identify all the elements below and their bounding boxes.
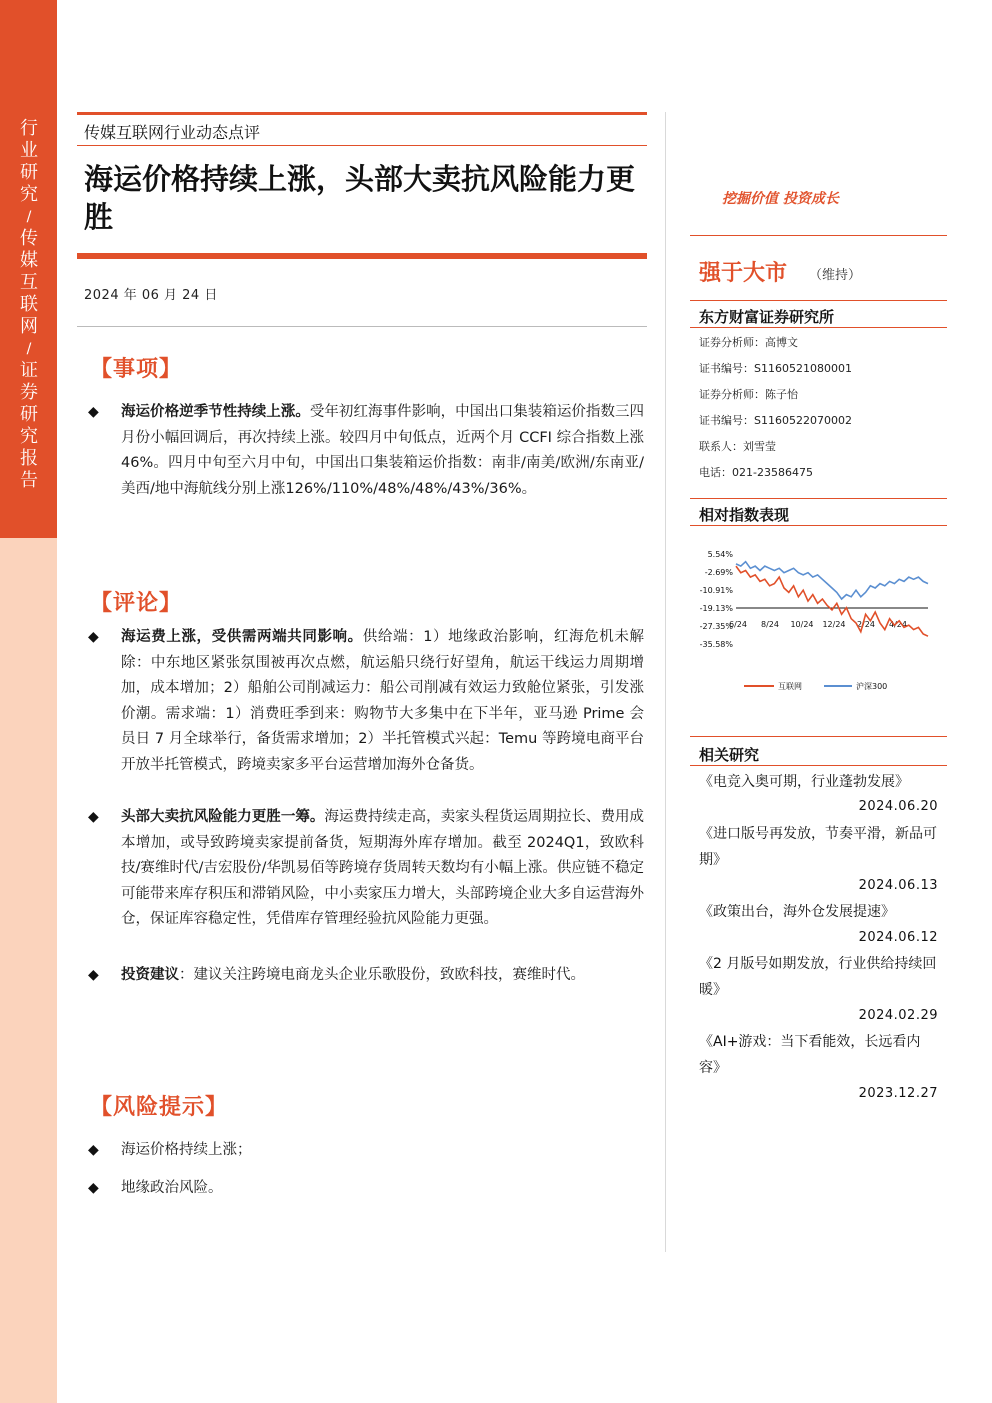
- related-report-date: 2024.06.12: [858, 930, 938, 945]
- bullet-body: ：建议关注跨境电商龙头企业乐歌股份，致欧科技，赛维时代。: [179, 967, 585, 983]
- institute-heading: 东方财富证券研究所: [699, 308, 835, 326]
- bullet-body: 海运费持续走高，卖家头程货运周期拉长、费用成本增加，或导致跨境卖家提前备货，短期海外库存增加。截至 2024Q1，致欧科技/赛维时代/吉宏股份/华凯易佰等跨境存货周转天数均有小幅上涨。供应链不稳定可能带来库存积压和滞销风险，中小卖家压力增大，头部跨境企业大多自运营海外仓，保证库容稳定性，凭借库存管理经验抗风险能力更强。: [121, 809, 645, 927]
- bullet-lead: 投资建议: [121, 967, 179, 983]
- analyst-line: 电话：021-23586475: [699, 466, 813, 479]
- bullet-body: 受年初红海事件影响，中国出口集装箱运价指数三四月份小幅回调后，再次持续上涨。较四月中旬低点，近两个月 CCFI 综合指数上涨 46%。四月中旬至六月中旬，中国出口集装箱运价指数：南非/南美/欧洲/东南亚/美西/地中海航线分别上涨126%/110%/48%/48%/43%/36%。: [121, 404, 645, 497]
- rating: 强于大市: [699, 261, 788, 286]
- x-tick-label: 12/24: [822, 619, 846, 629]
- related-report-date: 2024.02.29: [858, 1008, 938, 1023]
- section-heading-matters: 【事项】: [90, 357, 183, 382]
- legend-label-internet: 互联网: [778, 682, 802, 691]
- band-segment-1: 行业研究: [20, 118, 38, 205]
- y-tick-label: -19.13%: [699, 603, 733, 613]
- section-heading-risks: 【风险提示】: [90, 1095, 229, 1120]
- band-segment-2: 传媒互联网: [20, 228, 38, 337]
- chart-heading-rule: [690, 525, 947, 526]
- diamond-bullet-icon: ◆: [88, 809, 99, 825]
- report-date: 2024 年 06 月 24 日: [84, 288, 218, 303]
- x-tick-label: 10/24: [790, 619, 814, 629]
- x-tick-label: 6/24: [729, 619, 747, 629]
- band-segment-3: 证券研究报告: [20, 360, 38, 491]
- diamond-bullet-icon: ◆: [88, 629, 99, 645]
- header-rule-thin: [77, 145, 647, 146]
- sidebar-rule: [690, 498, 947, 499]
- bullet-lead: 海运价格逆季节性持续上涨。: [121, 404, 310, 420]
- bullet-body: 供给端：1）地缘政治影响，红海危机未解除：中东地区紧张氛围被再次点燃，航运船只绕行好望角，航运干线运力周期增加，成本增加；2）船舶公司削减运力：船公司削减有效运力致舱位紧张，引发涨价潮。需求端：1）消费旺季到来：购物节大多集中在下半年，亚马逊 Prime 会员日 7 月全球举行，备货需求增加；2）半托管模式兴起：Temu 等跨境电商平台开放半托管模式，跨境卖家多平台运营增加海外仓备货。: [121, 629, 644, 773]
- matters-bullet-1: [88, 400, 644, 502]
- band-separator-1: /: [26, 209, 32, 225]
- legend-label-hs300: 沪深300: [856, 682, 888, 691]
- relative-index-chart: [690, 540, 940, 700]
- bullet-lead: 头部大卖抗风险能力更胜一筹。: [121, 809, 325, 825]
- diamond-bullet-icon: ◆: [88, 1180, 99, 1196]
- header-rule-thick: [77, 253, 647, 259]
- x-tick-label: 8/24: [761, 619, 779, 629]
- band-separator-2: /: [26, 341, 32, 357]
- page-title: 海运价格持续上涨，头部大卖抗风险能力更胜: [84, 162, 636, 234]
- related-heading: 相关研究: [699, 746, 760, 764]
- section-heading-comments: 【评论】: [90, 591, 183, 616]
- sidebar-rule: [690, 235, 947, 236]
- chart-heading: 相对指数表现: [699, 506, 790, 524]
- comments-bullet-2: [88, 805, 644, 933]
- analyst-line: 联系人：刘雪莹: [699, 440, 776, 453]
- related-report-title[interactable]: 《2 月版号如期发放，行业供给持续回暖》: [699, 956, 937, 998]
- date-rule: [77, 326, 647, 327]
- bullet-body: 海运价格持续上涨；: [121, 1142, 252, 1158]
- report-type: 传媒互联网行业动态点评: [84, 123, 261, 142]
- analyst-line: 证券分析师：陈子怡: [699, 388, 798, 401]
- diamond-bullet-icon: ◆: [88, 967, 99, 983]
- analyst-line: 证书编号：S1160521080001: [699, 362, 852, 375]
- bullet-lead: 海运费上涨，受供需两端共同影响。: [121, 629, 363, 645]
- institute-rule: [690, 327, 947, 328]
- comments-bullet-3: [88, 963, 644, 989]
- y-tick-label: -27.35%: [699, 621, 733, 631]
- side-band-label: [13, 118, 45, 492]
- y-tick-label: -2.69%: [704, 568, 733, 578]
- sidebar-rule: [690, 736, 947, 737]
- related-report-title[interactable]: 《电竞入奥可期，行业蓬勃发展》: [699, 774, 909, 790]
- risks-bullet-1: [88, 1138, 644, 1164]
- risks-bullet-2: [88, 1176, 644, 1202]
- slogan: 挖掘价值 投资成长: [722, 191, 839, 207]
- related-report-title[interactable]: 《政策出台，海外仓发展提速》: [699, 904, 895, 920]
- diamond-bullet-icon: ◆: [88, 1142, 99, 1158]
- related-report-date: 2023.12.27: [858, 1086, 938, 1101]
- column-divider: [665, 112, 666, 1252]
- y-tick-label: -10.91%: [699, 586, 733, 596]
- x-tick-label: 2/24: [857, 619, 875, 629]
- comments-bullet-1: [88, 625, 644, 778]
- header-rule-top: [77, 112, 647, 115]
- related-report-title[interactable]: 《进口版号再发放，节奏平滑，新品可期》: [699, 826, 937, 868]
- related-report-title[interactable]: 《AI+游戏：当下看能效，长远看内容》: [699, 1034, 921, 1076]
- diamond-bullet-icon: ◆: [88, 404, 99, 420]
- bullet-body: 地缘政治风险。: [121, 1180, 223, 1196]
- analyst-line: 证书编号：S1160522070002: [699, 414, 852, 427]
- sidebar-rule: [690, 300, 947, 301]
- x-tick-label: 4/24: [889, 619, 907, 629]
- side-band-light: [0, 538, 57, 1403]
- related-report-date: 2024.06.13: [858, 878, 938, 893]
- y-tick-label: 5.54%: [707, 550, 733, 559]
- analyst-line: 证券分析师：高博文: [699, 336, 798, 349]
- y-tick-label: -35.58%: [699, 640, 733, 649]
- rating-note: （维持）: [809, 268, 862, 283]
- related-report-date: 2024.06.20: [858, 799, 938, 814]
- related-heading-rule: [690, 765, 947, 766]
